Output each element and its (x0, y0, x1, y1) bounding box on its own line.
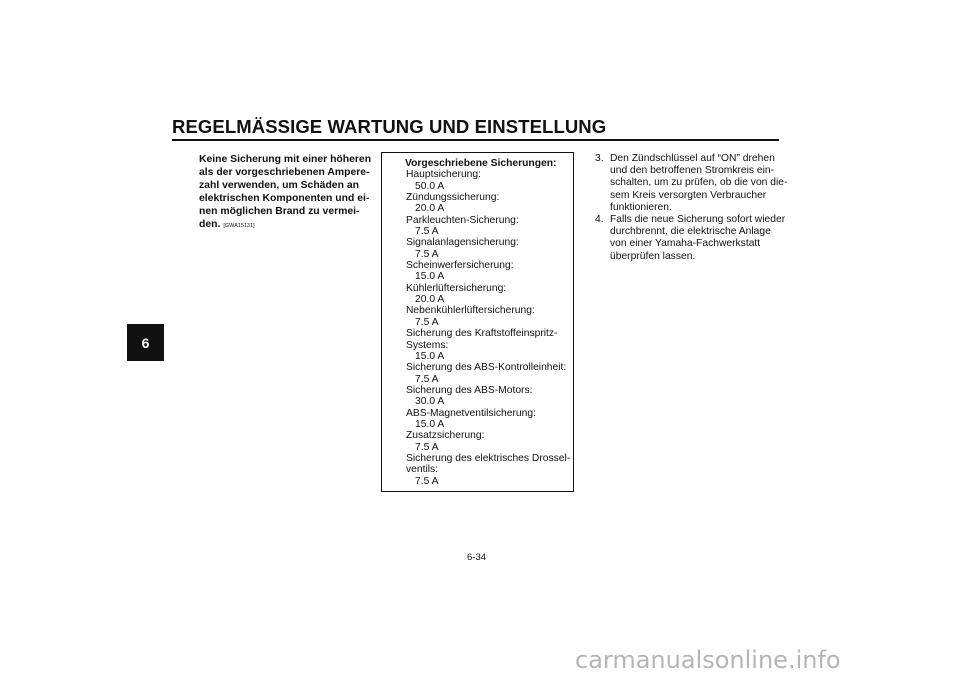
warning-code: [GWA15131] (223, 223, 255, 229)
warning-last-line (199, 218, 379, 233)
fuse-rating: 7.5 A (415, 373, 439, 385)
fuse-label: Sicherung des elektrisches Drossel- (406, 452, 571, 464)
warning-line: nen möglichen Brand zu vermei- (199, 206, 360, 217)
fuse-label: ABS-Magnetventilsicherung: (406, 407, 536, 419)
fuse-label: Zusatzsicherung: (406, 430, 485, 442)
fuse-specification-box (381, 152, 574, 492)
fuse-label: Systems: (406, 339, 449, 351)
procedure-steps (595, 153, 790, 263)
fuse-rating: 50.0 A (415, 180, 445, 192)
warning-text (199, 153, 379, 233)
step-text (610, 214, 785, 263)
fuse-box-title: Vorgeschriebene Sicherungen: (405, 158, 557, 169)
warning-line: den. (199, 219, 221, 230)
fuse-label: Sicherung des ABS-Kontrolleinheit: (406, 362, 567, 374)
fuse-label: Sicherung des Kraftstoffeinspritz- (406, 328, 558, 340)
fuse-rating: 15.0 A (415, 271, 445, 283)
fuse-label: Kühlerlüftersicherung: (406, 282, 507, 294)
page-title: REGELMÄSSIGE WARTUNG UND EINSTELLUNG (172, 116, 607, 137)
step-line: funktionieren. (610, 201, 672, 213)
chapter-tab: 6 (127, 324, 164, 361)
step-line: Falls die neue Sicherung sofort wieder (610, 214, 786, 226)
page-number: 6-34 (467, 552, 487, 563)
watermark-text: carmanualsonline.info (575, 646, 841, 674)
step-item (595, 214, 790, 263)
step-line: und den betroffenen Stromkreis ein- (610, 165, 775, 177)
fuse-label: Zündungssicherung: (406, 192, 500, 204)
fuse-rating: 30.0 A (415, 396, 445, 408)
step-line: durchbrennt, die elektrische Anlage (610, 226, 771, 238)
warning-line: zahl verwenden, um Schäden an (199, 180, 359, 191)
warning-line: elektrischen Komponenten und ei- (199, 193, 370, 204)
fuse-rating: 7.5 A (415, 475, 439, 487)
fuse-list (405, 169, 573, 487)
fuse-rating: 7.5 A (415, 248, 439, 260)
fuse-label: Hauptsicherung: (406, 169, 481, 181)
step-line: von einer Yamaha-Fachwerkstatt (610, 238, 761, 250)
warning-line: Keine Sicherung mit einer höheren (199, 154, 372, 165)
fuse-label: Scheinwerfersicherung: (406, 260, 514, 272)
fuse-label: Parkleuchten-Sicherung: (406, 214, 519, 226)
fuse-label: Sicherung des ABS-Motors: (406, 384, 533, 396)
fuse-rating: 7.5 A (415, 226, 439, 238)
step-line: sem Kreis versorgten Verbraucher (610, 189, 767, 201)
fuse-label: ventils: (406, 464, 439, 476)
fuse-rating: 15.0 A (415, 418, 445, 430)
step-line: schalten, um zu prüfen, ob die von die- (610, 177, 788, 189)
fuse-rating: 7.5 A (415, 441, 439, 453)
step-item (595, 153, 790, 214)
step-number: 3. (595, 153, 604, 164)
fuse-label: Signalanlagensicherung: (406, 237, 519, 249)
step-line: überprüfen lassen. (610, 250, 696, 262)
step-number: 4. (595, 214, 604, 226)
step-text (610, 153, 787, 214)
step-line: Den Zündschlüssel auf “ON” drehen (610, 153, 775, 164)
title-rule (172, 139, 779, 141)
fuse-rating: 15.0 A (415, 350, 445, 362)
fuse-rating: 7.5 A (415, 316, 439, 328)
warning-line: als der vorgeschriebenen Ampere- (199, 167, 370, 178)
fuse-rating: 20.0 A (415, 294, 445, 306)
fuse-label: Nebenkühlerlüftersicherung: (406, 305, 535, 317)
fuse-rating: 20.0 A (415, 203, 445, 215)
